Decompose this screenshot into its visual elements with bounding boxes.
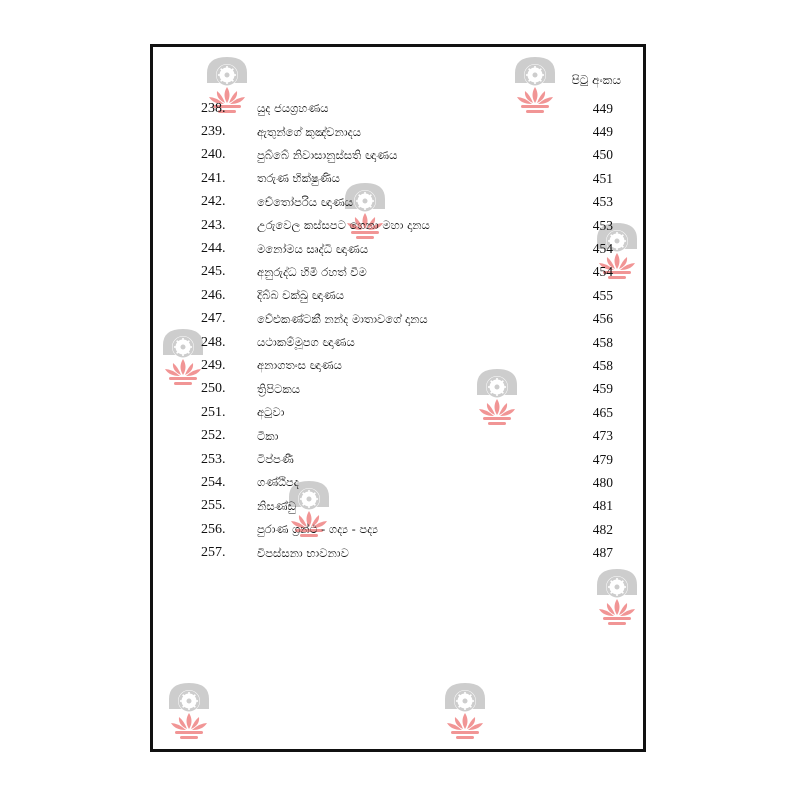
toc-entry-number: 256. [201, 521, 226, 537]
toc-entry-number: 243. [201, 217, 226, 233]
toc-entry [201, 144, 613, 167]
toc-entry-number: 251. [201, 404, 226, 420]
book-page [150, 44, 646, 752]
toc-entry-title: ටිප්පණී [257, 452, 294, 467]
toc-entry-number: 250. [201, 381, 226, 397]
watermark-logo-icon [163, 679, 215, 741]
toc-entry [201, 401, 613, 424]
toc-entry-title: විපස්සනා භාවනාව [257, 545, 349, 560]
toc-entry-title: උරුවෙල කස්සපට ගෙනා මහා දානය [257, 218, 430, 233]
toc-entry-number: 248. [201, 334, 226, 350]
toc-entry-page: 454 [592, 264, 613, 280]
toc-entry-page: 453 [592, 194, 613, 210]
toc-entry [201, 495, 613, 518]
toc-entry [201, 237, 613, 260]
toc-entry-title: අටුවා [257, 405, 285, 420]
toc-entry-page: 487 [592, 545, 613, 561]
toc-entry-number: 247. [201, 311, 226, 327]
toc-entry-page: 456 [592, 311, 613, 327]
toc-entry-number: 244. [201, 241, 226, 257]
toc-entry-number: 254. [201, 474, 226, 490]
toc-entry-page: 458 [592, 334, 613, 350]
toc-entry-title: යුද ජයග්‍රහණය [257, 101, 329, 116]
toc-entry-number: 249. [201, 357, 226, 373]
toc-entry-number: 255. [201, 498, 226, 514]
toc-entry [201, 541, 613, 564]
toc-entry-title: අනුරුද්ධ හිමි රහත් වීම [257, 264, 367, 279]
toc-entry-number: 257. [201, 545, 226, 561]
toc-entry-title: වේළුකණ්ටකී නන්ද මාතාවගේ දානය [257, 311, 428, 326]
toc-entry [201, 261, 613, 284]
toc-entry [201, 424, 613, 447]
toc-entry-number: 252. [201, 428, 226, 444]
toc-entry-number: 253. [201, 451, 226, 467]
toc-entry-title: ත්‍රිපිටකය [257, 381, 300, 396]
table-of-contents [201, 97, 613, 565]
toc-entry [201, 191, 613, 214]
toc-entry [201, 308, 613, 331]
toc-entry [201, 284, 613, 307]
toc-entry-page: 481 [592, 498, 613, 514]
toc-entry-page: 479 [592, 451, 613, 467]
toc-entry-page: 458 [592, 357, 613, 373]
toc-entry-title: නිසණ්ඩු [257, 498, 297, 513]
toc-entry-page: 482 [592, 521, 613, 537]
toc-entry-page: 449 [592, 124, 613, 140]
watermark-logo-icon [591, 565, 643, 627]
toc-entry [201, 167, 613, 190]
toc-entry [201, 331, 613, 354]
toc-entry-page: 480 [592, 474, 613, 490]
toc-entry-title: තරුණ භික්ෂුණිය [257, 171, 340, 186]
toc-entry-title: පුරාණ ග්‍රන්ථ - ගද්‍ය - පද්‍ය [257, 522, 379, 537]
toc-entry-title: ඇතුන්ගේ කුඤ්චනාදය [257, 124, 361, 139]
toc-entry [201, 518, 613, 541]
toc-entry-page: 473 [592, 428, 613, 444]
toc-entry [201, 214, 613, 237]
toc-entry-number: 241. [201, 170, 226, 186]
toc-entry [201, 354, 613, 377]
toc-entry [201, 97, 613, 120]
toc-entry-title: චේතෝපරිය ඥාණය [257, 194, 354, 209]
watermark-logo-icon [439, 679, 491, 741]
toc-entry-number: 246. [201, 287, 226, 303]
toc-entry-title: ටීකා [257, 428, 279, 443]
toc-entry-page: 450 [592, 147, 613, 163]
toc-entry [201, 448, 613, 471]
page-number-column-heading: පිටු අංකය [571, 73, 621, 87]
toc-entry [201, 120, 613, 143]
toc-entry-number: 242. [201, 194, 226, 210]
toc-entry-title: යථාකම්මූපග ඥාණය [257, 335, 355, 350]
toc-entry-page: 465 [592, 404, 613, 420]
toc-entry-page: 455 [592, 287, 613, 303]
toc-entry-number: 245. [201, 264, 226, 280]
toc-entry-page: 453 [592, 217, 613, 233]
toc-entry-page: 451 [592, 170, 613, 186]
toc-entry-page: 454 [592, 241, 613, 257]
toc-entry-page: 449 [592, 100, 613, 116]
toc-entry [201, 378, 613, 401]
toc-entry-title: අනාගතංස ඥාණය [257, 358, 342, 373]
toc-entry-number: 239. [201, 124, 226, 140]
toc-entry-number: 240. [201, 147, 226, 163]
toc-entry-title: මනෝමය සෘද්ධි ඥාණය [257, 241, 369, 256]
toc-entry-title: දිබ්බ චක්ඛු ඥාණය [257, 288, 345, 303]
toc-entry [201, 471, 613, 494]
toc-entry-title: පුබ්බේ නිවාසානුස්සති ඥාණය [257, 147, 398, 162]
toc-entry-page: 459 [592, 381, 613, 397]
toc-entry-title: ගණ්ඨිපද [257, 475, 299, 490]
toc-entry-number: 238. [201, 100, 226, 116]
